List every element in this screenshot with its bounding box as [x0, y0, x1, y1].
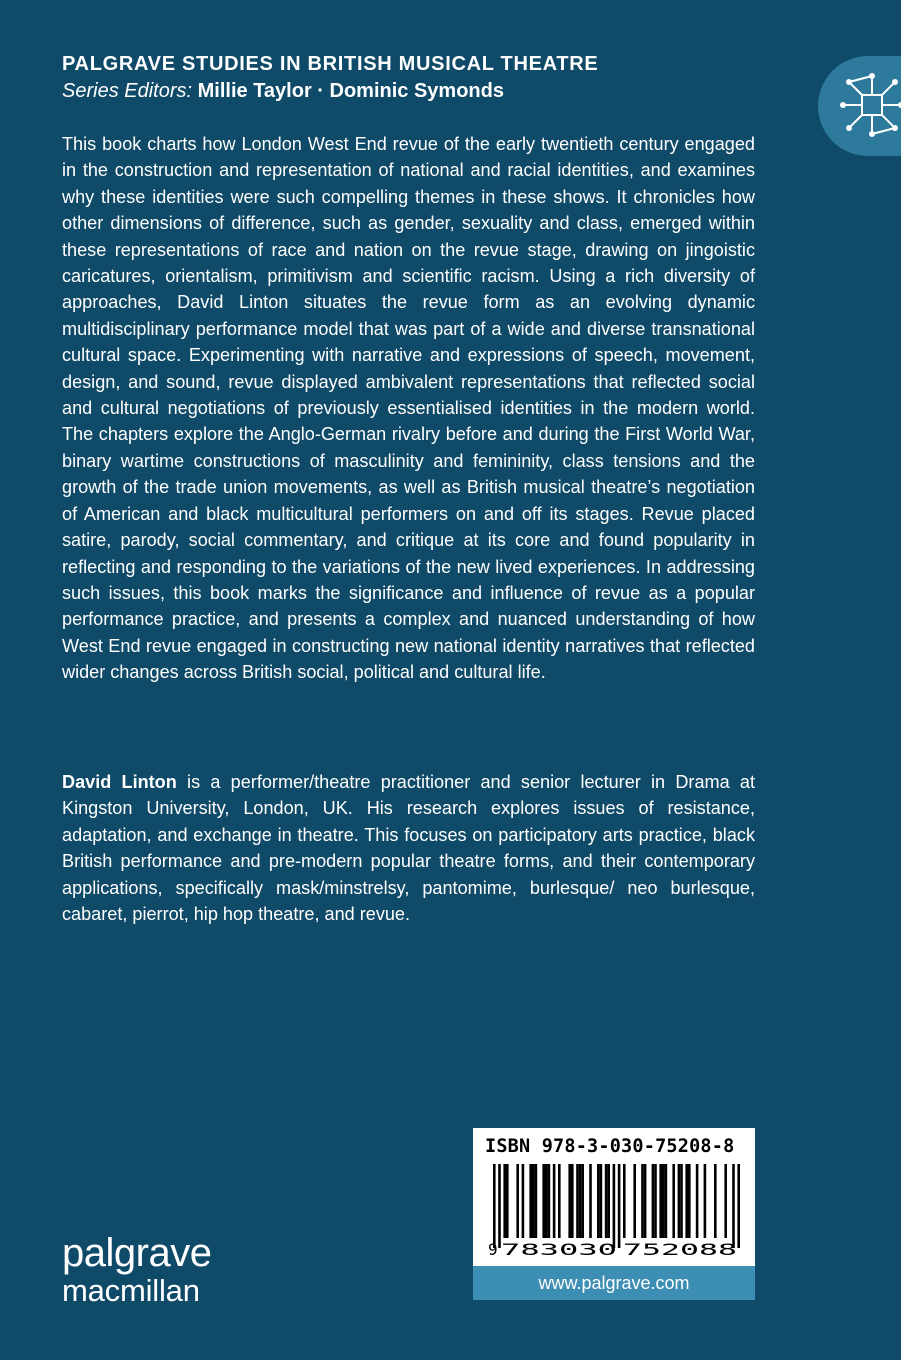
- barcode-bar: [558, 1164, 561, 1238]
- barcode-bar: [589, 1164, 592, 1238]
- barcode-bar: [576, 1164, 579, 1238]
- palgrave-network-icon: [837, 70, 901, 140]
- publisher-logo-line1: palgrave: [62, 1231, 212, 1275]
- barcode-bar: [597, 1164, 600, 1238]
- barcode-bar: [665, 1164, 668, 1238]
- barcode-bar: [737, 1164, 740, 1248]
- url-bar: [473, 1266, 755, 1300]
- barcode-bar: [553, 1164, 556, 1238]
- barcode-bar: [493, 1164, 496, 1248]
- palgrave-logo-badge: [818, 56, 901, 156]
- barcode-bar: [522, 1164, 525, 1238]
- barcode-digits-left: 783030: [501, 1240, 617, 1258]
- series-title: PALGRAVE STUDIES IN BRITISH MUSICAL THEATRE: [62, 53, 599, 75]
- barcode-bar: [548, 1164, 551, 1238]
- barcode-bars: [493, 1164, 740, 1248]
- barcode-bar: [542, 1164, 545, 1238]
- barcode-bar: [607, 1164, 610, 1238]
- isbn-barcode: [481, 1164, 749, 1258]
- series-editors: [62, 79, 504, 103]
- barcode-bar: [532, 1164, 535, 1238]
- barcode-bar: [724, 1164, 727, 1238]
- barcode-bar: [545, 1164, 548, 1238]
- barcode-bar: [696, 1164, 699, 1238]
- barcode-bar: [623, 1164, 626, 1238]
- barcode-bar: [644, 1164, 647, 1238]
- barcode-bar: [678, 1164, 681, 1238]
- publisher-url: www.palgrave.com: [538, 1273, 690, 1293]
- barcode-box: [473, 1128, 755, 1266]
- barcode-bar: [685, 1164, 688, 1238]
- barcode-bar: [605, 1164, 608, 1238]
- barcode-bar: [662, 1164, 665, 1238]
- barcode-bar: [568, 1164, 571, 1238]
- barcode-bar: [529, 1164, 532, 1238]
- barcode-bar: [641, 1164, 644, 1238]
- barcode-bar: [613, 1164, 616, 1248]
- barcode-bar: [633, 1164, 636, 1238]
- barcode-bar: [654, 1164, 657, 1238]
- barcode-bar: [688, 1164, 691, 1238]
- barcode-bar: [672, 1164, 675, 1238]
- barcode-bar: [503, 1164, 506, 1238]
- series-editors-label: Series Editors:: [62, 80, 193, 102]
- author-bio: [62, 769, 755, 927]
- barcode-bar: [618, 1164, 621, 1248]
- barcode-bar: [732, 1164, 735, 1248]
- barcode-bar: [600, 1164, 603, 1238]
- author-name: David Linton: [62, 772, 177, 792]
- author-bio-text: is a performer/theatre practitioner and senior lecturer in Drama at Kingston University, London, UK. His research explores issues of resistance, adaptation, and exchange in theatre. This focuses on participatory arts practice, black British performance and pre-modern popular theatre forms, and their contemporary applications, specifically mask/minstrelsy, pantomime, burlesque/ neo burlesque, cabaret, pierrot, hip hop theatre, and revue.: [62, 772, 755, 925]
- barcode-bar: [581, 1164, 584, 1238]
- barcode-digits-right: 752088: [623, 1240, 737, 1258]
- barcode-bar: [506, 1164, 509, 1238]
- isbn-label: ISBN 978-3-030-75208-8: [485, 1136, 735, 1157]
- book-description: This book charts how London West End revue of the early twentieth century engaged in the construction and representation of national and racial identities, and examines why these identities were such compelling themes in these shows. It chronicles how other dimensions of difference, such as gender, sexuality and class, emerged within these representations of race and nation on the revue stage, drawing on jingoistic caricatures, orientalism, primitivism and scientific racism. Using a rich diversity of approaches, David Linton situates the revue form as an evolving dynamic multidisciplinary performance model that was part of a wide and diverse transnational cultural space. Experimenting with narrative and expressions of speech, movement, design, and sound, revue displayed ambivalent representations that reflected social and cultural negotiations of previously essentialised identities in the modern world. The chapters explore the Anglo-German rivalry before and during the First World War, binary wartime constructions of masculinity and femininity, class tensions and the growth of the trade union movements, as well as British musical theatre’s negotiation of American and black multicultural performers on and off its stages. Revue placed satire, parody, social commentary, and critique at its core and found popularity in reflecting and responding to the variations of the new lived experiences. In addressing such issues, this book marks the significance and influence of revue as a popular performance practice, and presents a complex and nuanced understanding of how West End revue engaged in constructing new national identity narratives that reflected wider changes across British social, political and cultural life.: [62, 134, 755, 683]
- barcode-bar: [498, 1164, 501, 1248]
- barcode-bar: [659, 1164, 662, 1238]
- barcode-bar: [571, 1164, 574, 1238]
- barcode-bar: [579, 1164, 582, 1238]
- series-editors-names: Millie Taylor · Dominic Symonds: [197, 80, 504, 102]
- barcode-bar: [714, 1164, 717, 1238]
- barcode-bar: [704, 1164, 707, 1238]
- barcode-digit-lead: 9: [488, 1240, 498, 1258]
- barcode-bar: [516, 1164, 519, 1238]
- publisher-logo: [62, 1233, 211, 1306]
- barcode-bar: [652, 1164, 655, 1238]
- publisher-logo-line2: macmillan: [62, 1273, 200, 1308]
- barcode-bar: [535, 1164, 538, 1238]
- barcode-bar: [680, 1164, 683, 1238]
